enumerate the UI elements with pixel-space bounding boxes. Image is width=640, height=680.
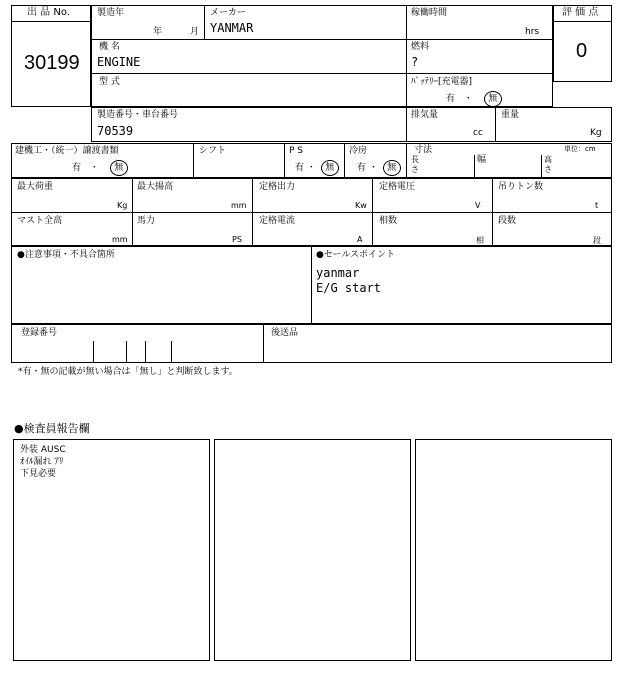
sales-line-1: yanmar [316, 266, 360, 280]
transfer-label: 建機工・（統一）譲渡書類 [15, 146, 119, 156]
maker-label: メーカー [210, 8, 246, 18]
rated-voltage-unit: V [475, 201, 481, 210]
lifting-ton-unit: t [595, 201, 599, 210]
rated-current-unit: A [357, 235, 363, 244]
exhibit-no-label: 出 品 No. [27, 7, 70, 18]
mast-height-label: マスト全高 [17, 216, 63, 226]
rated-output-label: 定格出力 [259, 182, 296, 192]
exhibit-no-value: 30199 [24, 52, 80, 74]
rating-label: 評 価 点 [562, 7, 599, 18]
hours-label: 稼働時間 [411, 8, 448, 18]
ps-sep: ・ [306, 163, 316, 173]
width-label: 幅 [477, 155, 487, 165]
height-label: 高 さ [544, 155, 552, 174]
phase-unit: 相 [476, 236, 484, 245]
battery-options [446, 91, 502, 107]
serial-label: 製造番号・車台番号 [97, 110, 179, 120]
inspector-box-3 [415, 439, 612, 661]
model-name-value: ENGINE [97, 55, 141, 69]
dimensions-label: 寸法 [414, 145, 433, 155]
lifting-ton-label: 吊りトン数 [498, 182, 544, 192]
battery-yes: 有 [446, 94, 456, 104]
weight-label: 重量 [501, 110, 520, 120]
model-name-label: 機 名 [99, 42, 120, 52]
year-unit: 年 [153, 27, 163, 37]
stages-unit: 段 [593, 236, 601, 245]
registration-row [11, 324, 612, 363]
hours-unit: hrs [525, 27, 540, 37]
inspector-line-3: 下見必要 [20, 469, 57, 479]
maker-value: YANMAR [210, 21, 254, 35]
footnote: *有・無の記載が無い場合は「無し」と判断致します。 [18, 367, 238, 377]
type-label: 型 式 [99, 77, 120, 87]
battery-label: ﾊﾞｯﾃﾘｰ[充電器] [411, 77, 473, 87]
mast-height-unit: mm [112, 235, 128, 244]
month-unit: 月 [190, 27, 200, 37]
max-lift-label: 最大揚高 [137, 182, 174, 192]
stages-label: 段数 [498, 216, 517, 226]
cooling-no-circled: 無 [383, 160, 401, 176]
ps-options [295, 160, 339, 176]
rated-current-label: 定格電流 [259, 216, 296, 226]
cooling-label: 冷房 [349, 146, 368, 156]
battery-sep: ・ [463, 94, 473, 104]
sales-line-2: E/G start [316, 281, 382, 295]
serial-value: 70539 [97, 124, 134, 138]
ps-no-circled: 無 [321, 160, 339, 176]
cooling-options [357, 160, 401, 176]
rated-output-unit: Kw [355, 201, 367, 210]
rating-value: 0 [576, 40, 588, 62]
ps-label: P S [289, 146, 304, 156]
fuel-value: ? [411, 55, 419, 69]
sales-label: ●セールスポイント [316, 250, 396, 260]
caution-label: ●注意事項・不具合箇所 [17, 250, 115, 260]
horsepower-unit: PS [232, 235, 242, 244]
fuel-label: 燃料 [411, 42, 430, 52]
transfer-options [72, 160, 128, 176]
displacement-label: 排気量 [411, 110, 439, 120]
registration-label: 登録番号 [21, 328, 58, 338]
cooling-sep: ・ [368, 163, 378, 173]
rated-voltage-label: 定格電圧 [379, 182, 416, 192]
inspector-line-2: ｵｲﾙ漏れ ｱﾘ [20, 457, 64, 467]
transfer-yes: 有 [72, 163, 82, 173]
transfer-sep: ・ [89, 163, 99, 173]
weight-unit: Kg [590, 128, 602, 138]
followup-label: 後送品 [271, 328, 299, 338]
manufacture-year-label: 製造年 [97, 8, 125, 18]
max-lift-unit: mm [231, 201, 247, 210]
battery-no-circled: 無 [484, 91, 502, 107]
inspector-title: ●検査員報告欄 [14, 422, 90, 435]
length-label: 長 さ [411, 155, 419, 174]
ps-yes: 有 [295, 163, 305, 173]
cooling-yes: 有 [357, 163, 367, 173]
unit-note: 単位：cm [564, 145, 596, 153]
max-load-unit: Kg [117, 201, 128, 210]
max-load-label: 最大荷重 [17, 182, 54, 192]
shift-label: シフト [199, 146, 227, 156]
transfer-no-circled: 無 [110, 160, 128, 176]
horsepower-label: 馬力 [137, 216, 156, 226]
inspector-line-1: 外装 AUSC [20, 445, 66, 455]
inspector-box-2 [214, 439, 411, 661]
phase-label: 相数 [379, 216, 398, 226]
displacement-unit: cc [473, 128, 483, 138]
